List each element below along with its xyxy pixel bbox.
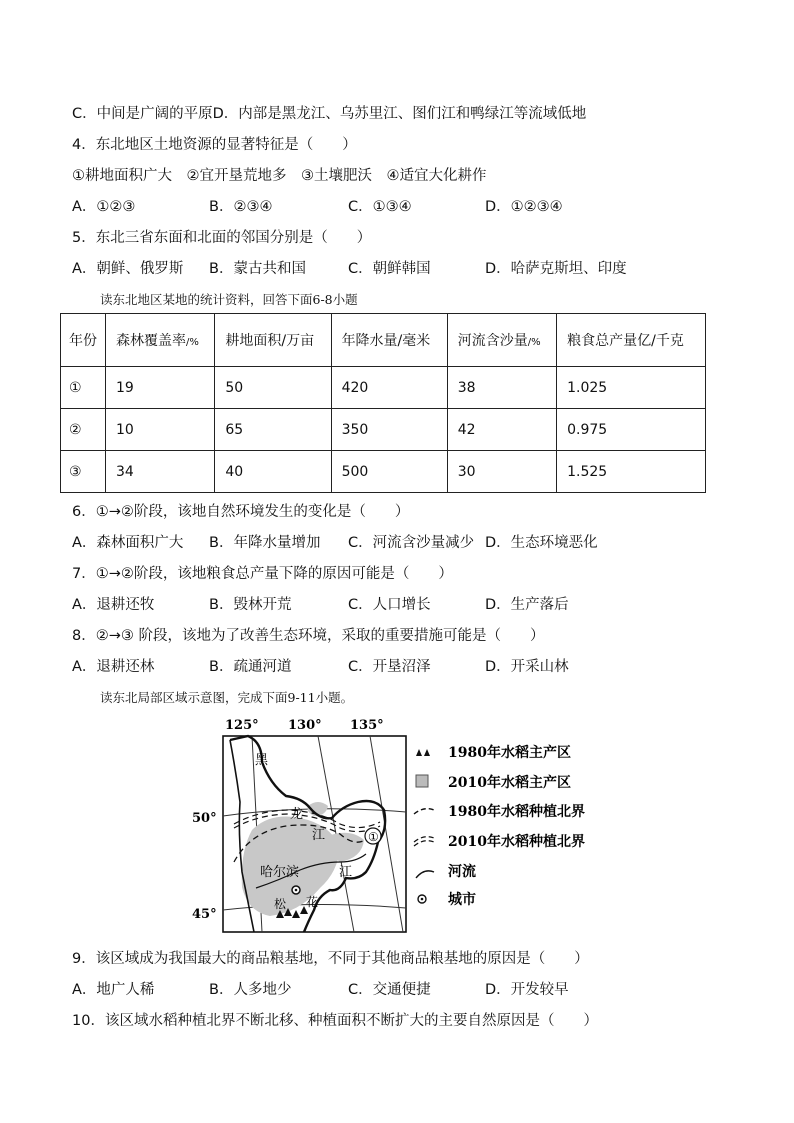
header-cell: 年份 — [61, 314, 106, 367]
q8-option-b[interactable]: B．疏通河道 — [209, 659, 292, 675]
statistics-table — [60, 313, 706, 493]
table-cell: 420 — [331, 367, 447, 409]
header-cell: 河流含沙量/% — [447, 314, 556, 367]
table-cell: 1.525 — [557, 451, 706, 493]
label-jiang-2: 江 — [339, 865, 353, 880]
table-cell: 10 — [106, 409, 215, 451]
table-cell: 65 — [215, 409, 331, 451]
q4-option-a[interactable]: A．①②③ — [72, 199, 136, 215]
table-cell: 38 — [447, 367, 556, 409]
table-cell: ① — [61, 367, 106, 409]
q9-option-a[interactable]: A．地广人稀 — [72, 982, 155, 998]
q4-items: ①耕地面积广大 ②宜开垦荒地多 ③土壤肥沃 ④适宜大化耕作 — [72, 168, 487, 184]
header-cell: 森林覆盖率/% — [106, 314, 215, 367]
table-row — [61, 409, 706, 451]
triangle-legend-icon — [416, 749, 430, 756]
dashed-line-legend-icon — [414, 809, 434, 814]
q7-stem: 7．①→②阶段，该地粮食总产量下降的原因可能是（ ） — [72, 566, 453, 582]
legend-river: 河流 — [448, 864, 476, 880]
header-cell: 年降水量/毫米 — [331, 314, 447, 367]
lon-label-135: 135° — [350, 718, 384, 733]
table-cell: 350 — [331, 409, 447, 451]
map-intro: 读东北局部区域示意图，完成下面9-11小题。 — [100, 690, 354, 705]
q7-option-c[interactable]: C．人口增长 — [348, 597, 431, 613]
northeast-rice-map — [190, 712, 630, 934]
q7-option-a[interactable]: A．退耕还牧 — [72, 597, 155, 613]
q6-option-a[interactable]: A．森林面积广大 — [72, 535, 184, 551]
table-row — [61, 451, 706, 493]
table-cell: 34 — [106, 451, 215, 493]
q8-option-c[interactable]: C．开垦沼泽 — [348, 659, 431, 675]
q9-option-c[interactable]: C．交通便捷 — [348, 982, 431, 998]
q3-options-cd: C．中间是广阔的平原D．内部是黑龙江、乌苏里江、图们江和鸭绿江等流域低地 — [72, 106, 587, 122]
header-cell: 耕地面积/万亩 — [215, 314, 331, 367]
q6-option-d[interactable]: D．生态环境恶化 — [485, 535, 598, 551]
map-legend — [414, 744, 585, 908]
city-harbin-dot — [295, 889, 298, 892]
q5-stem: 5．东北三省东面和北面的邻国分别是（ ） — [72, 230, 372, 246]
q8-option-d[interactable]: D．开采山林 — [485, 659, 569, 675]
table-intro: 读东北地区某地的统计资料，回答下面6-8小题 — [100, 292, 358, 307]
legend-rice-2010: 2010年水稻主产区 — [448, 775, 571, 791]
q5-option-a[interactable]: A．朝鲜、俄罗斯 — [72, 261, 184, 277]
q6-option-b[interactable]: B．年降水量增加 — [209, 535, 321, 551]
table-header-row — [61, 314, 706, 367]
q5-option-d[interactable]: D．哈萨克斯坦、印度 — [485, 261, 627, 277]
label-hei: 黑 — [255, 753, 269, 768]
lon-label-125: 125° — [225, 718, 259, 733]
q4-option-d[interactable]: D．①②③④ — [485, 199, 563, 215]
label-region-1: ① — [368, 830, 379, 844]
table-cell: 500 — [331, 451, 447, 493]
legend-limit-1980: 1980年水稻种植北界 — [448, 804, 585, 820]
q4-stem: 4．东北地区土地资源的显著特征是（ ） — [72, 137, 357, 153]
q8-option-a[interactable]: A．退耕还林 — [72, 659, 155, 675]
q7-option-b[interactable]: B．毁林开荒 — [209, 597, 292, 613]
q10-stem: 10．该区域水稻种植北界不断北移、种植面积不断扩大的主要自然原因是（ ） — [72, 1013, 598, 1029]
table-cell: 40 — [215, 451, 331, 493]
q6-stem: 6．①→②阶段，该地自然环境发生的变化是（ ） — [72, 504, 410, 520]
q9-option-b[interactable]: B．人多地少 — [209, 982, 292, 998]
river-legend-icon — [416, 871, 434, 878]
table-cell: 19 — [106, 367, 215, 409]
table-row — [61, 367, 706, 409]
legend-rice-1980: 1980年水稻主产区 — [448, 745, 571, 761]
lat-label-50: 50° — [192, 811, 217, 826]
legend-limit-2010: 2010年水稻种植北界 — [448, 834, 585, 850]
lon-label-130: 130° — [288, 718, 322, 733]
label-long: 龙 — [290, 807, 304, 822]
label-song: 松 — [274, 897, 287, 911]
q5-option-c[interactable]: C．朝鲜韩国 — [348, 261, 431, 277]
label-hua: 花 — [306, 895, 319, 909]
q6-option-c[interactable]: C．河流含沙量减少 — [348, 535, 475, 551]
label-jiang-1: 江 — [312, 828, 326, 843]
q7-option-d[interactable]: D．生产落后 — [485, 597, 569, 613]
label-harbin: 哈尔滨 — [260, 865, 300, 880]
grey-area-legend-icon — [416, 775, 428, 787]
q4-option-b[interactable]: B．②③④ — [209, 199, 273, 215]
header-cell: 粮食总产量亿/千克 — [557, 314, 706, 367]
q9-stem: 9．该区域成为我国最大的商品粮基地，不同于其他商品粮基地的原因是（ ） — [72, 951, 589, 967]
q5-option-b[interactable]: B．蒙古共和国 — [209, 261, 306, 277]
table-cell: ② — [61, 409, 106, 451]
q9-option-d[interactable]: D．开发较早 — [485, 982, 569, 998]
table-cell: 30 — [447, 451, 556, 493]
table-cell: 0.975 — [557, 409, 706, 451]
table-cell: 50 — [215, 367, 331, 409]
table-cell: 1.025 — [557, 367, 706, 409]
q8-stem: 8．②→③ 阶段，该地为了改善生态环境，采取的重要措施可能是（ ） — [72, 628, 545, 644]
q4-option-c[interactable]: C．①③④ — [348, 199, 412, 215]
legend-city: 城市 — [448, 892, 476, 908]
lat-label-45: 45° — [192, 907, 217, 922]
table-cell: ③ — [61, 451, 106, 493]
table-cell: 42 — [447, 409, 556, 451]
